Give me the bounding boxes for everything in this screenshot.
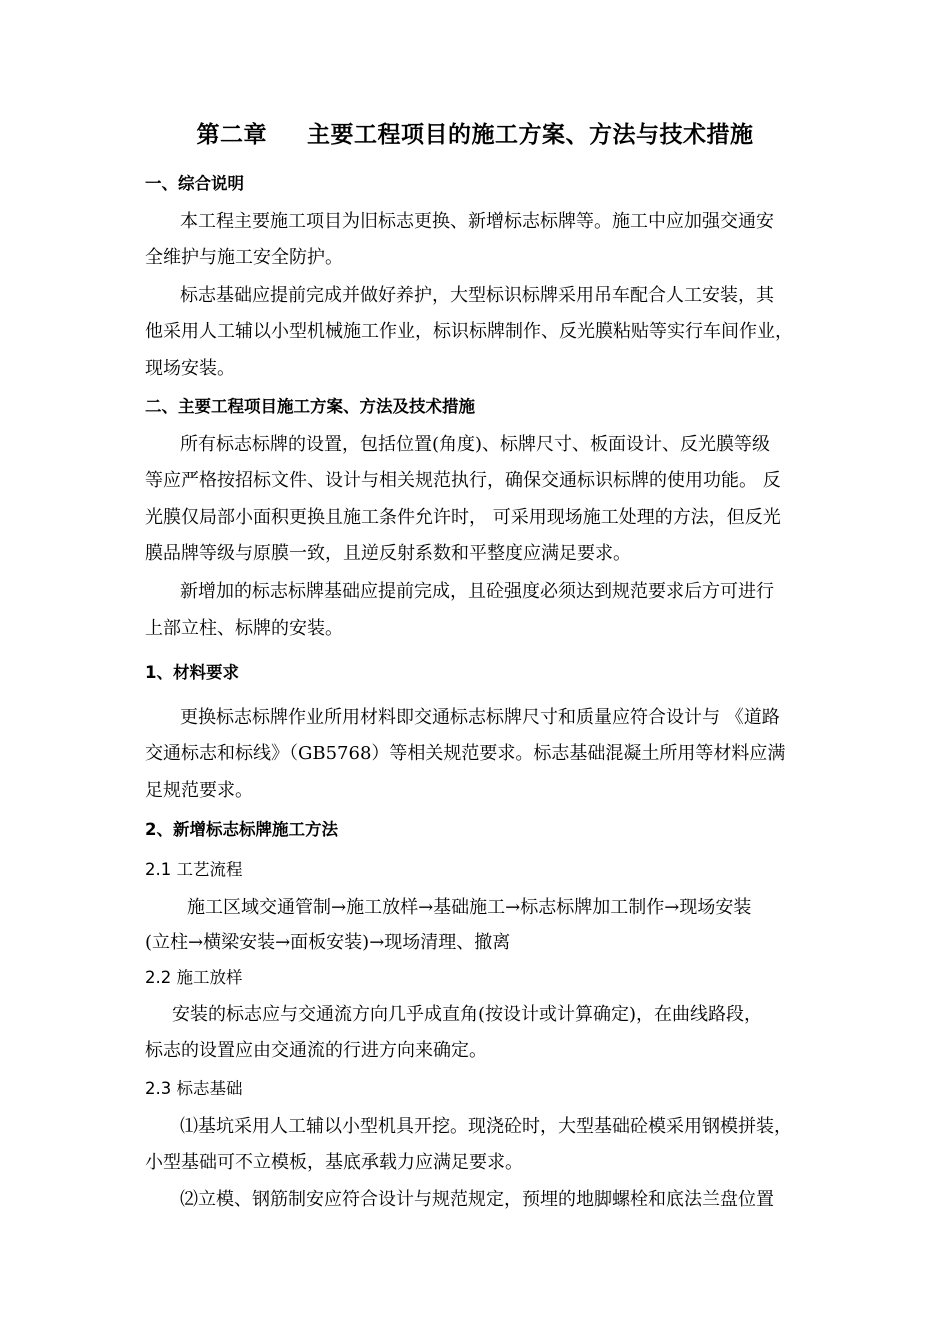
- paragraph-line: 安装的标志应与交通流方向几乎成直角(按设计或计算确定)，在曲线路段，: [172, 1004, 763, 1025]
- subsubsection-heading-foundation: 2.3 标志基础: [145, 1079, 243, 1098]
- paragraph-line: 现场安装。: [145, 358, 235, 379]
- paragraph-line: 施工区域交通管制→施工放样→基础施工→标志标牌加工制作→现场安装: [187, 897, 752, 918]
- paragraph-line: 本工程主要施工项目为旧标志更换、新增标志标牌等。施工中应加强交通安: [180, 211, 774, 232]
- paragraph-line: (立柱→横梁安装→面板安装)→现场清理、撤离: [145, 932, 511, 953]
- subsubsection-heading-process: 2.1 工艺流程: [145, 860, 243, 879]
- chapter-number: 第二章: [196, 122, 267, 148]
- paragraph-line: 标志基础应提前完成并做好养护，大型标识标牌采用吊车配合人工安装，其: [180, 285, 774, 306]
- subsection-heading-materials: 1、材料要求: [145, 663, 239, 682]
- paragraph-line: 上部立柱、标牌的安装。: [145, 618, 343, 639]
- paragraph-line: ⑵立模、钢筋制安应符合设计与规范规定，预埋的地脚螺栓和底法兰盘位置: [180, 1189, 774, 1210]
- paragraph-line: 光膜仅局部小面积更换且施工条件允许时， 可采用现场施工处理的方法，但反光: [145, 507, 781, 528]
- paragraph-line: 新增加的标志标牌基础应提前完成，且砼强度必须达到规范要求后方可进行: [180, 581, 774, 602]
- paragraph-line: 足规范要求。: [145, 780, 253, 801]
- chapter-title: [0, 116, 950, 149]
- paragraph-line: 全维护与施工安全防护。: [145, 247, 343, 268]
- paragraph-line: 等应严格按招标文件、设计与相关规范执行，确保交通标识标牌的使用功能。 反: [145, 470, 781, 491]
- paragraph-line: 交通标志和标线》（GB5768）等相关规范要求。标志基础混凝土所用等材料应满: [145, 743, 786, 764]
- section-heading-main-items: 二、主要工程项目施工方案、方法及技术措施: [145, 397, 475, 416]
- paragraph-line: 膜品牌等级与原膜一致，且逆反射系数和平整度应满足要求。: [145, 543, 631, 564]
- paragraph-line: 更换标志标牌作业所用材料即交通标志标牌尺寸和质量应符合设计与 《道路: [180, 707, 780, 728]
- paragraph-line: 小型基础可不立模板，基底承载力应满足要求。: [145, 1152, 523, 1173]
- paragraph-line: 标志的设置应由交通流的行进方向来确定。: [145, 1040, 487, 1061]
- subsection-heading-new-signs: 2、新增标志标牌施工方法: [145, 820, 338, 839]
- paragraph-line: ⑴基坑采用人工辅以小型机具开挖。现浇砼时，大型基础砼模采用钢模拼装，: [180, 1116, 792, 1137]
- subsubsection-heading-layout: 2.2 施工放样: [145, 968, 243, 987]
- paragraph-line: 所有标志标牌的设置，包括位置(角度)、标牌尺寸、板面设计、反光膜等级: [180, 434, 771, 455]
- section-heading-overview: 一、综合说明: [145, 174, 244, 193]
- chapter-title-text: 主要工程项目的施工方案、方法与技术措施: [307, 122, 754, 148]
- paragraph-line: 他采用人工辅以小型机械施工作业，标识标牌制作、反光膜粘贴等实行车间作业，: [145, 321, 793, 342]
